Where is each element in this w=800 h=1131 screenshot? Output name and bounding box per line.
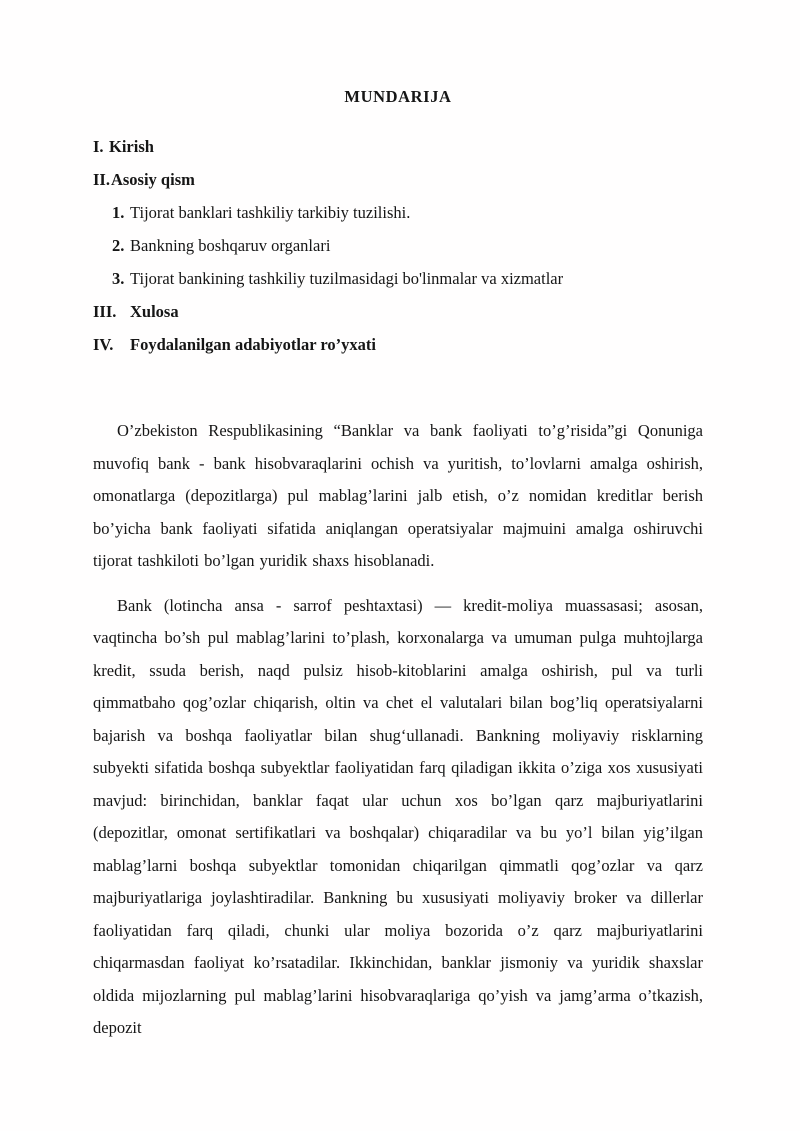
toc-item-label: Tijorat bankining tashkiliy tuzilmasidagi bo'linmalar va xizmatlar	[130, 269, 564, 288]
toc-item-3	[93, 262, 703, 295]
toc-item-kirish	[93, 130, 703, 163]
toc-item-label: Bankning boshqaruv organlari	[130, 236, 331, 255]
toc-item-adabiyotlar	[93, 328, 703, 361]
toc-marker: 1.	[112, 203, 125, 222]
table-of-contents	[93, 130, 703, 361]
toc-item-2	[93, 229, 703, 262]
toc-marker: II.	[93, 170, 110, 189]
page-title: MUNDARIJA	[344, 87, 452, 106]
toc-item-label: Kirish	[109, 137, 154, 156]
toc-marker: IV.	[93, 335, 114, 354]
toc-marker: I.	[93, 137, 104, 156]
document-body	[93, 415, 703, 1045]
toc-item-asosiy-qism	[93, 163, 703, 196]
paragraph-intro: O’zbekiston Respublikasining “Banklar va bank faoliyati to’g’risida”gi Qonuniga muvofiq bank - bank hisobvaraqlarini ochish va yuritish, to’lovlarni amalga oshirish, omonatlarga (depozitlarga) pul mablag’larini jalb etish, o’z nomidan kreditlar berish bo’yicha bank faoliyati sifatida aniqlangan operatsiyalar majmuini amalga oshiruvchi tijorat tashkiloti bo’lgan yuridik shaxs hisoblanadi.	[93, 421, 703, 570]
toc-marker: 3.	[112, 269, 125, 288]
toc-item-label: Tijorat banklari tashkiliy tarkibiy tuzilishi.	[130, 203, 411, 222]
toc-item-1	[93, 196, 703, 229]
toc-item-label: Xulosa	[130, 302, 179, 321]
toc-item-label: Foydalanilgan adabiyotlar ro’yxati	[130, 335, 377, 354]
toc-marker: 2.	[112, 236, 125, 255]
toc-item-label: Asosiy qism	[110, 170, 195, 189]
toc-marker: III.	[93, 302, 117, 321]
paragraph-bank-definition: Bank (lotincha ansa - sarrof peshtaxtasi) — kredit-moliya muassasasi; asosan, vaqtincha bo’sh pul mablag’larini to’plash, korxonalarga va umuman pulga muhtojlarga kredit, ssuda berish, naqd pulsiz hisob-kitoblarini amalga oshirish, pul va turli qimmatbaho qog’ozlar chiqarish, oltin va chet el valutalari bilan bog’liq operatsiyalarni bajarish va boshqa faoliyatlar bilan shug‘ullanadi. Bankning moliyaviy risklarning subyekti sifatida boshqa subyektlar faoliyatidan farq qiladigan ikkita o’ziga xos xususiyati mavjud: birinchidan, banklar faqat ular uchun xos bo’lgan qarz majburiyatlarini (depozitlar, omonat sertifikatlari va boshqalar) chiqaradilar va bu yo’l bilan yig’ilgan mablag’larni boshqa subyektlar tomonidan chiqarilgan qimmatli qog’ozlar va qarz majburiyatlariga joylashtiradilar. Bankning bu xususiyati moliyaviy broker va dillerlar faoliyatidan farq qiladi, chunki ular moliya bozorida o’z qarz majburiyatlarini chiqarmasdan faoliyat ko’rsatadilar. Ikkinchidan, banklar jismoniy va yuridik shaxslar oldida mijozlarning pul mablag’larini hisobvaraqlariga qo’yish va jamg’arma o’tkazish, depozit	[93, 595, 703, 1037]
toc-item-xulosa	[93, 295, 703, 328]
